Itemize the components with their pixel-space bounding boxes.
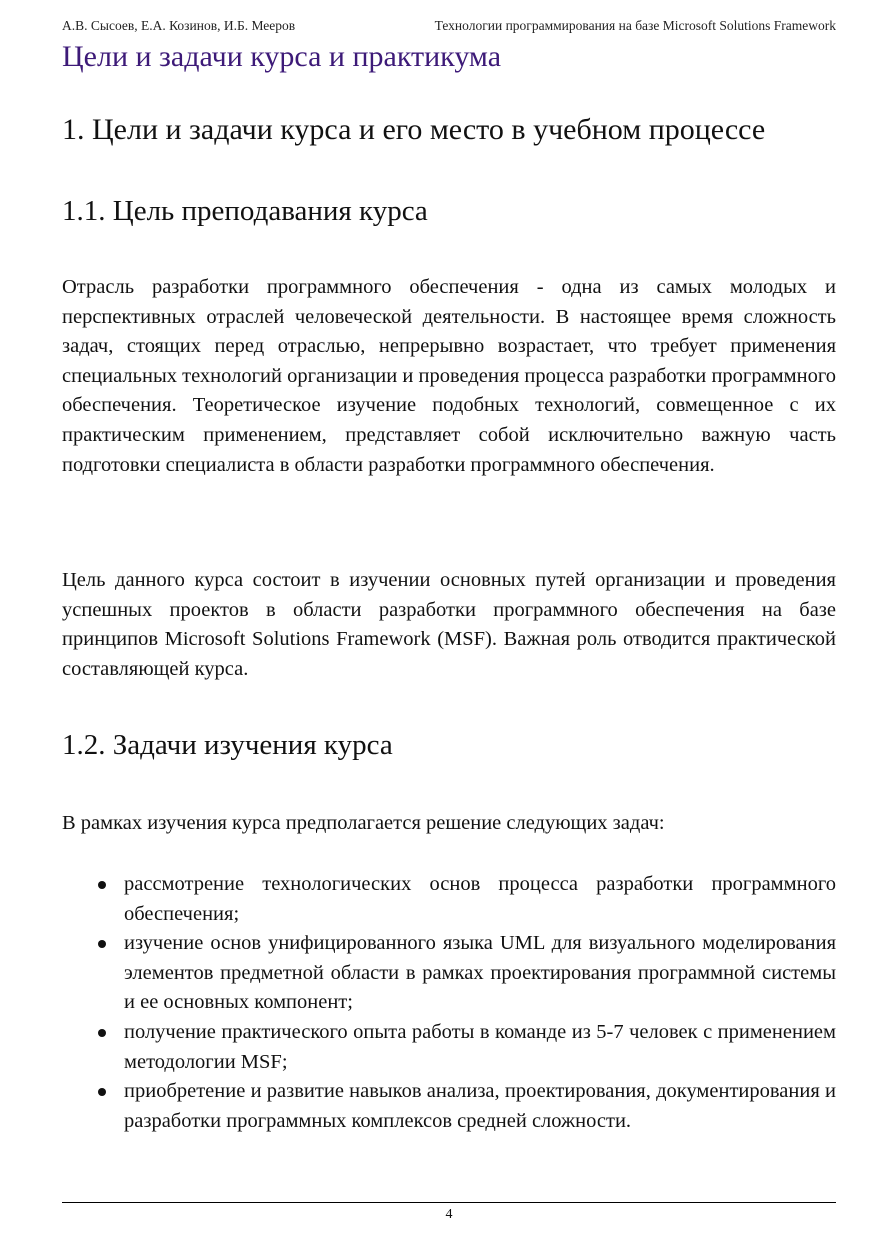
paragraph-tasks-intro: В рамках изучения курса предполагается решение следующих задач: bbox=[62, 812, 665, 834]
page-number: 4 bbox=[445, 1207, 453, 1222]
list-item-text: изучение основ унифицированного языка UML для визуального моделирования элементов предметной области в рамках проектирования программной системы и ее основных компонент; bbox=[124, 932, 836, 1014]
section-heading: 1. Цели и задачи курса и его место в учебном процессе bbox=[62, 113, 766, 146]
document-page bbox=[62, 0, 836, 1241]
header-book-title: Технологии программирования на базе Microsoft Solutions Framework bbox=[434, 18, 836, 33]
paragraph-course-goal: Цель данного курса состоит в изучении основных путей организации и проведения успешных проектов в области разработки программного обеспечения на базе принципов Microsoft Solutions Framework (MSF). Важная роль отводится практической составляющей курса. bbox=[62, 569, 836, 680]
bullet-icon bbox=[98, 1088, 106, 1096]
list-item-text: приобретение и развитие навыков анализа, проектирования, документирования и разработки программных комплексов средней сложности. bbox=[124, 1080, 836, 1132]
bullet-icon bbox=[98, 1029, 106, 1037]
bullet-icon bbox=[98, 881, 106, 889]
list-item-text: получение практического опыта работы в команде из 5-7 человек с применением методологии MSF; bbox=[124, 1020, 836, 1073]
list-item bbox=[62, 1018, 836, 1077]
bullet-icon bbox=[98, 940, 106, 948]
subsection-heading-goal: 1.1. Цель преподавания курса bbox=[62, 195, 428, 227]
running-header bbox=[62, 16, 836, 36]
task-list bbox=[62, 870, 836, 1136]
paragraph-industry: Отрасль разработки программного обеспечения - одна из самых молодых и перспективных отраслей человеческой деятельности. В настоящее время сложность задач, стоящих перед отраслью, непрерывно возрастает, что требует применения специальных технологий организации и проведения процесса разработки программного обеспечения. Теоретическое изучение подобных технологий, совмещенное с их практическим применением, представляет собой исключительно важную часть подготовки специалиста в области разработки программного обеспечения. bbox=[62, 276, 836, 476]
list-item bbox=[62, 1077, 836, 1136]
footer-divider bbox=[62, 1202, 836, 1203]
chapter-title: Цели и задачи курса и практикума bbox=[62, 40, 502, 73]
header-authors: А.В. Сысоев, Е.А. Козинов, И.Б. Мееров bbox=[62, 18, 296, 33]
subsection-heading-tasks: 1.2. Задачи изучения курса bbox=[62, 729, 393, 761]
list-item-text: рассмотрение технологических основ процесса разработки программного обеспечения; bbox=[124, 873, 836, 925]
list-item bbox=[62, 870, 836, 929]
list-item bbox=[62, 929, 836, 1018]
